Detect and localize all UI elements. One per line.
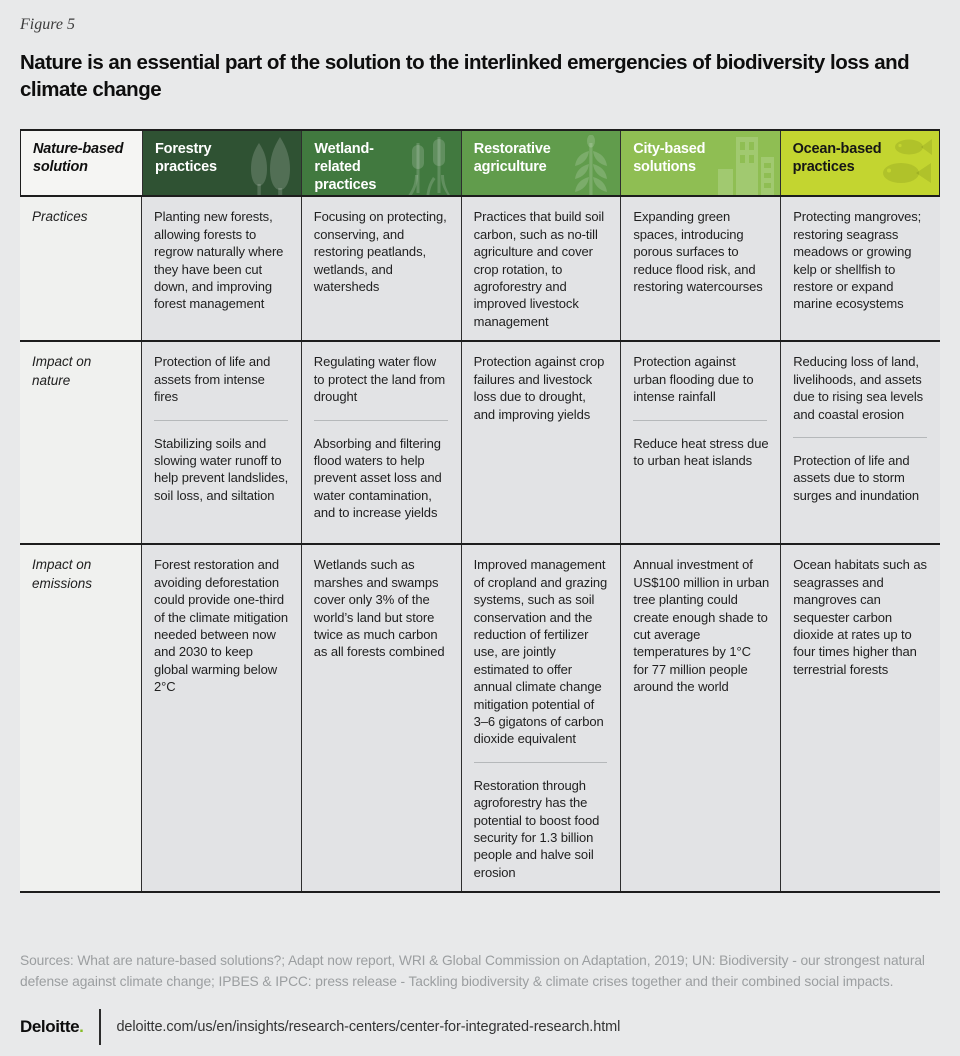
row-label-text: Practices xyxy=(32,209,88,225)
cell-text: Improved management of cropland and grazing systems, such as soil conservation and the reduction of fertilizer use, are jointly estimated to offer annual climate change mitigation potential of 3–6 gigatons of carbon dioxide equivalent xyxy=(473,557,608,747)
row-label-practices xyxy=(20,197,141,340)
cell-text: Regulating water flow to protect the land from drought xyxy=(313,354,446,405)
row-impact-emissions xyxy=(20,545,940,893)
cell-divider xyxy=(793,437,927,438)
cell-text: Reducing loss of land, livelihoods, and assets due to rising sea levels and coastal erosion xyxy=(793,354,924,422)
cell-text: Protection of life and assets from intense fires xyxy=(154,354,271,405)
cell-emissions-wetland xyxy=(301,545,461,891)
footer-brandbar xyxy=(20,1009,940,1045)
cell-divider xyxy=(154,420,288,421)
cell-practices-wetland xyxy=(301,197,461,340)
header-forestry-label: Forestry practices xyxy=(155,141,217,175)
cell-emissions-city xyxy=(620,545,780,891)
cell-practices-city xyxy=(620,197,780,340)
cell-text: Ocean habitats such as seagrasses and mangroves can sequester carbon dioxide at rates up to four times higher than terrestrial forests xyxy=(793,557,927,677)
cell-text: Forest restoration and avoiding deforestation could provide one-third of the climate mitigation needed between now and 2030 to keep global warming below 2°C xyxy=(154,557,289,695)
cell-text: Focusing on protecting, conserving, and restoring peatlands, wetlands, and watersheds xyxy=(313,209,447,294)
footer-divider xyxy=(99,1009,101,1045)
cell-text: Annual investment of US$100 million in urban tree planting could create enough shade to cut average temperatures by 1°C for 77 million people around the world xyxy=(633,557,770,695)
row-label-impact-emissions xyxy=(20,545,141,891)
sources-note: Sources: What are nature-based solutions?; Adapt now report, WRI & Global Commission on Adaptation, 2019; UN: Biodiversity - our strongest natural defense against climate change; IPBES & IPCC: press release - Tackling biodiversity & climate crises together and their combined social impacts. xyxy=(20,953,925,989)
cell-text: Protection of life and assets due to storm surges and inundation xyxy=(793,452,920,503)
corner-header-cell xyxy=(21,131,142,195)
header-city xyxy=(620,131,779,195)
cell-text: Protecting mangroves; restoring seagrass meadows or growing kelp or shellfish to restore or expand marine ecosystems xyxy=(793,209,922,312)
corner-header-label: Nature-based solution xyxy=(33,141,124,175)
cell-text: Stabilizing soils and slowing water runoff to help prevent landslides, soil loss, and siltation xyxy=(154,435,289,503)
row-label-text: Impact on nature xyxy=(32,354,92,388)
cell-text: Protection against crop failures and livestock loss due to drought, and improving yields xyxy=(473,354,605,422)
cell-text: Planting new forests, allowing forests to regrow naturally where they have been cut down, and improving forest management xyxy=(154,209,284,312)
cell-text: Expanding green spaces, introducing porous surfaces to reduce flood risk, and restoring watercourses xyxy=(633,209,763,294)
cell-text: Absorbing and filtering flood waters to help prevent asset loss and water contamination, and to increase yields xyxy=(313,435,442,521)
header-wetland-label: Wetland-related practices xyxy=(314,141,377,193)
nature-solutions-table xyxy=(20,129,940,893)
cell-text: Reduce heat stress due to urban heat islands xyxy=(633,435,769,468)
cell-text: Practices that build soil carbon, such as no-till agriculture and cover crop rotation, to agroforestry and improved livestock management xyxy=(473,209,605,329)
row-label-impact-nature xyxy=(20,342,141,543)
cell-practices-agriculture xyxy=(461,197,621,340)
header-agriculture xyxy=(461,131,620,195)
header-forestry xyxy=(142,131,301,195)
cell-nature-ocean xyxy=(780,342,940,543)
header-ocean-label: Ocean-based practices xyxy=(792,141,882,175)
figure-title: Nature is an essential part of the solution to the interlinked emergencies of biodiversity loss and climate change xyxy=(20,51,910,101)
header-ocean xyxy=(780,131,939,195)
cell-text: Wetlands such as marshes and swamps cover only 3% of the world’s land but store twice as much carbon as all forests combined xyxy=(313,557,445,660)
cell-nature-wetland xyxy=(301,342,461,543)
row-practices xyxy=(20,197,940,342)
header-city-label: City-based solutions xyxy=(633,141,706,175)
cell-nature-city xyxy=(620,342,780,543)
deloitte-wordmark: Deloitte xyxy=(20,1017,80,1036)
deloitte-logo xyxy=(20,1017,83,1037)
cell-divider xyxy=(474,762,608,763)
cell-divider xyxy=(633,420,767,421)
cell-text: Restoration through agroforestry has the potential to boost food security for 1.3 billion people and halve soil erosion xyxy=(473,777,600,880)
cell-nature-forestry xyxy=(141,342,301,543)
cell-emissions-forestry xyxy=(141,545,301,891)
cell-text: Protection against urban flooding due to intense rainfall xyxy=(633,354,754,405)
deloitte-green-dot: . xyxy=(79,1017,84,1036)
figure-label: Figure 5 xyxy=(20,16,75,33)
header-wetland xyxy=(301,131,460,195)
cell-divider xyxy=(314,420,448,421)
footer-url[interactable]: deloitte.com/us/en/insights/research-centers/center-for-integrated-research.html xyxy=(116,1019,621,1035)
row-impact-nature xyxy=(20,342,940,545)
cell-emissions-agriculture xyxy=(461,545,621,891)
table-header-row xyxy=(20,131,940,197)
header-agriculture-label: Restorative agriculture xyxy=(473,141,551,175)
cell-practices-ocean xyxy=(780,197,940,340)
cell-emissions-ocean xyxy=(780,545,940,891)
cell-practices-forestry xyxy=(141,197,301,340)
row-label-text: Impact on emissions xyxy=(32,557,93,591)
cell-nature-agriculture xyxy=(461,342,621,543)
